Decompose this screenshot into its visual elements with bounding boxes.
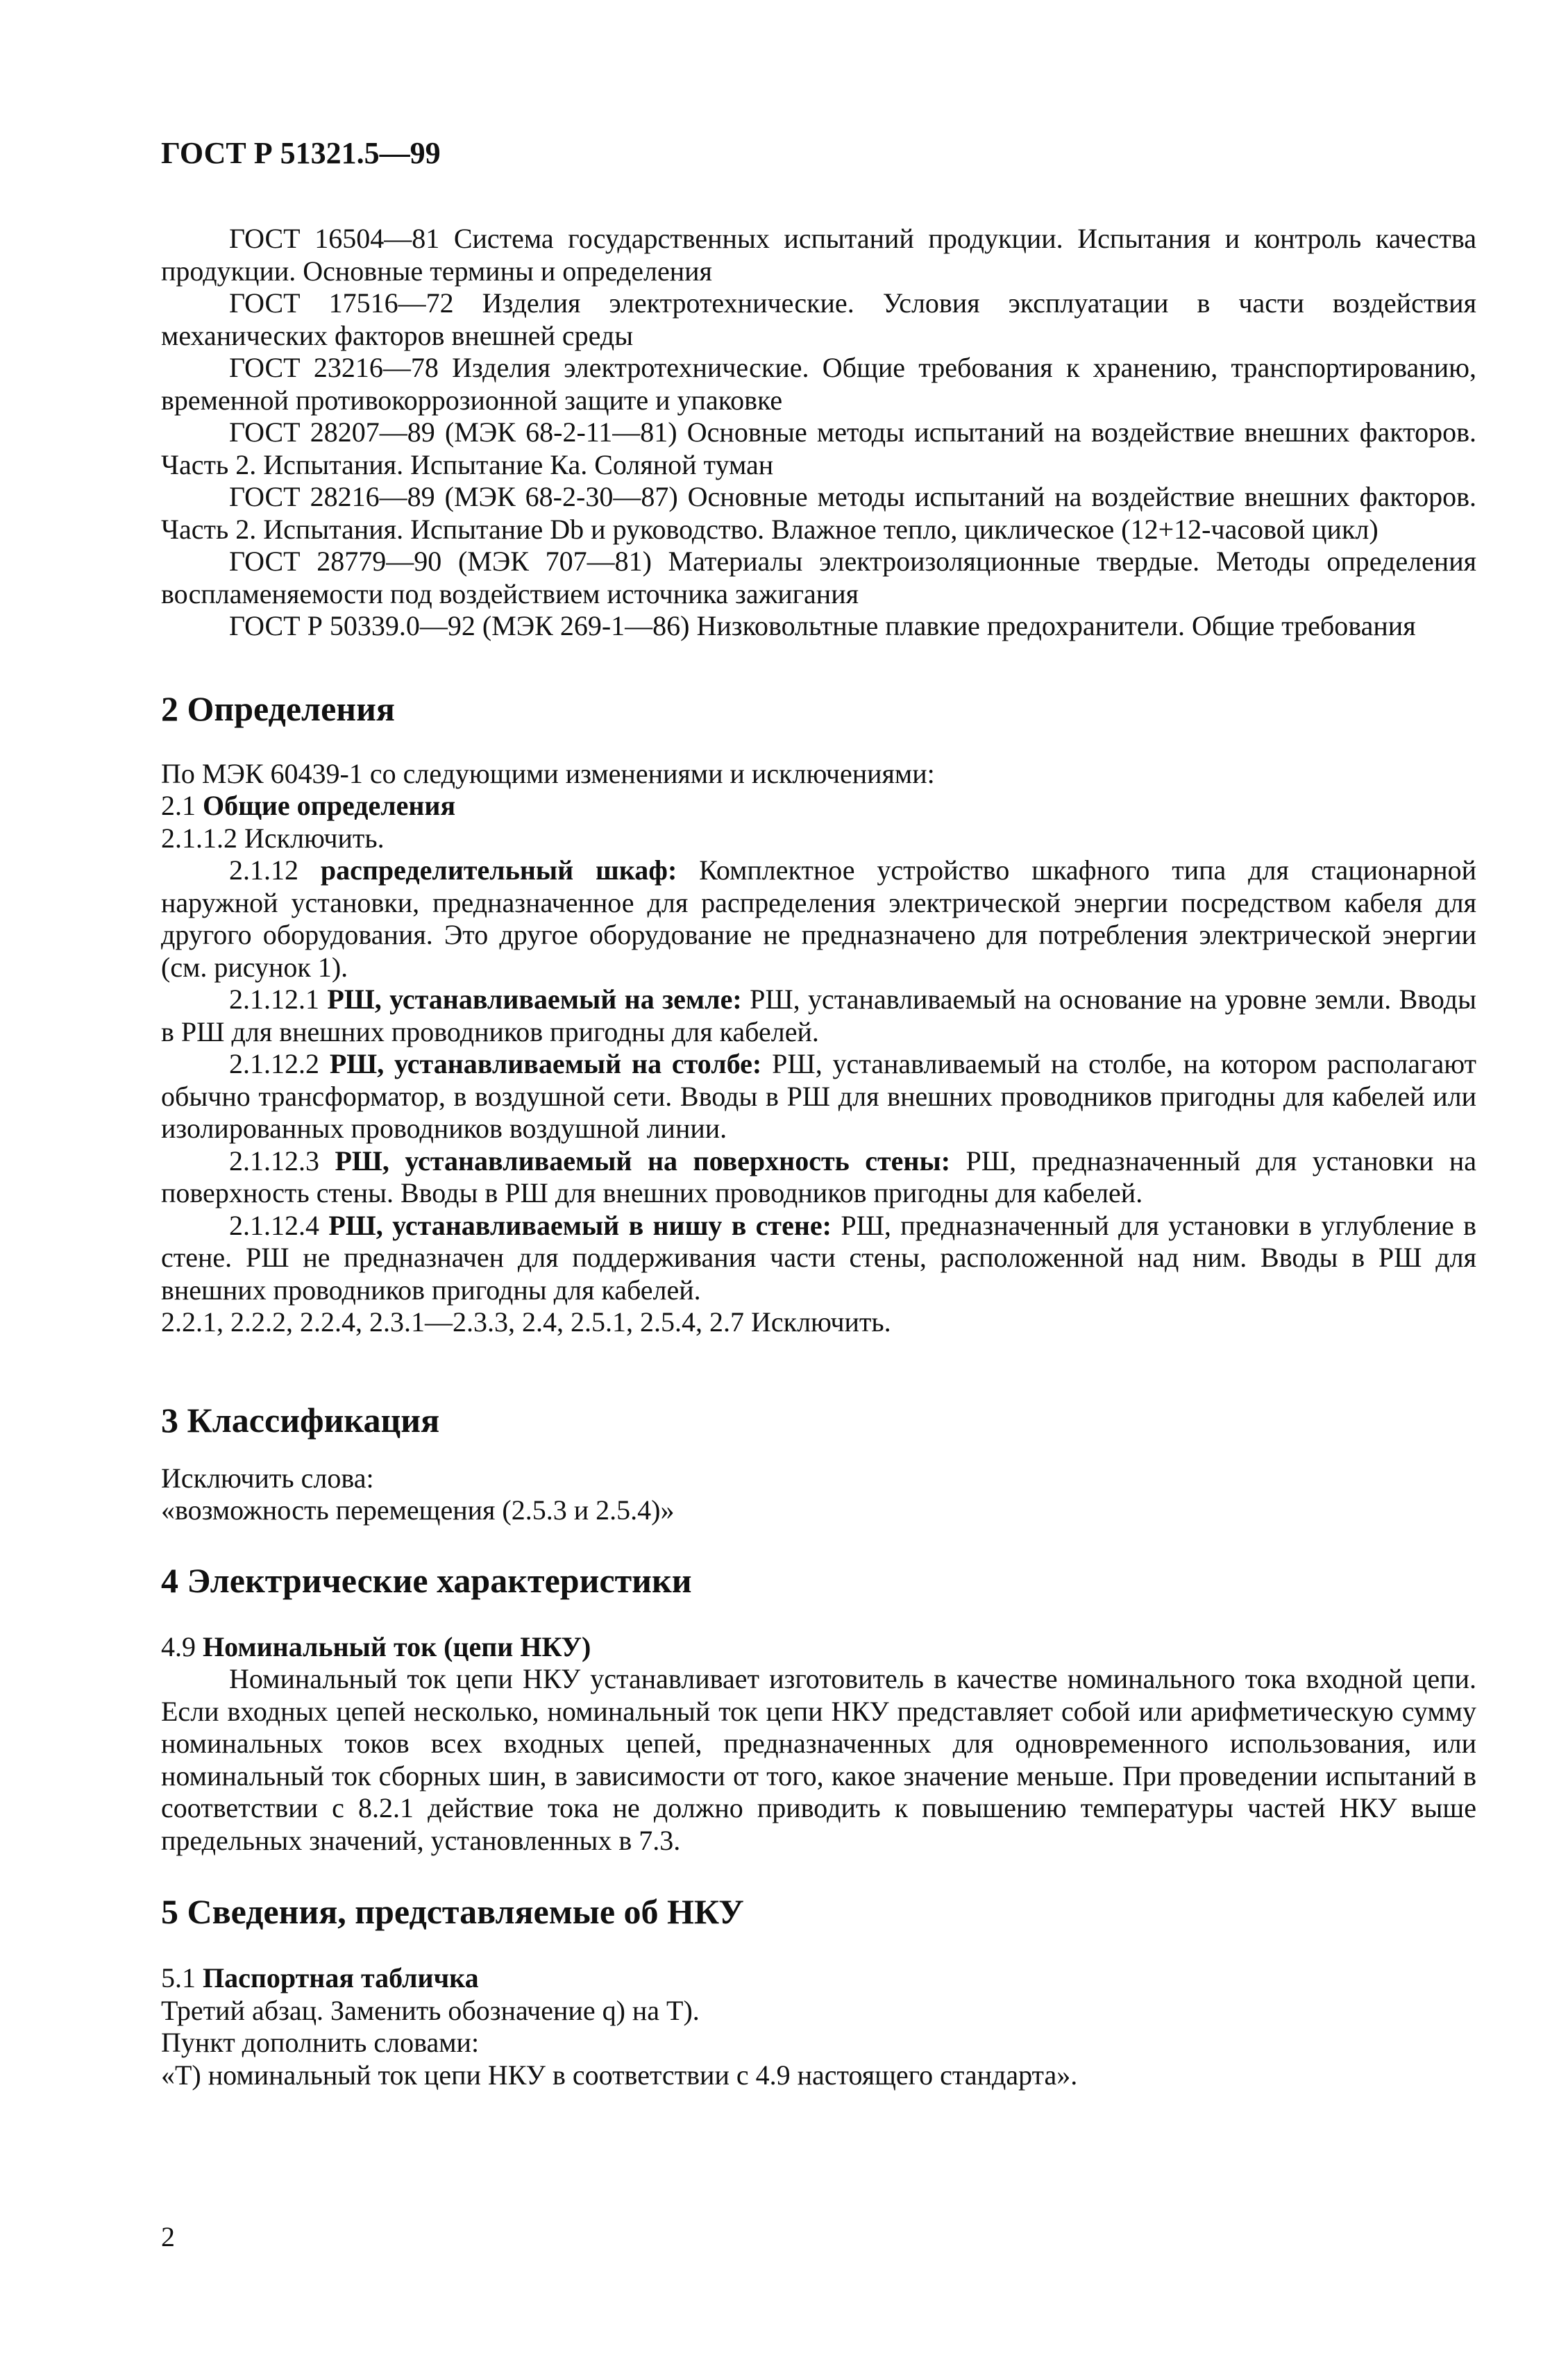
clause-number: 2.1.12.3 (229, 1145, 319, 1177)
section-3-title: 3 Классификация (161, 1400, 440, 1440)
reference-item: ГОСТ 28207—89 (МЭК 68-2-11—81) Основные методы испытаний на воздействие внешних факторов. Часть 2. Испытания. Испытание Ка. Соляной туман (161, 416, 1476, 480)
clause-number: 2.1.12.2 (229, 1048, 319, 1079)
reference-item: ГОСТ 28216—89 (МЭК 68-2-30—87) Основные методы испытаний на воздействие внешних факторов. Часть 2. Испытания. Испытание Db и руководство. Влажное тепло, циклическое (12+12-часовой цикл) (161, 481, 1476, 545)
clause-2-1-12 (161, 854, 1476, 984)
section-5-line: Пункт дополнить словами: (161, 2027, 480, 2058)
clause-5-1 (161, 1962, 1476, 1995)
section-3-line: «возможность перемещения (2.5.3 и 2.5.4)» (161, 1494, 675, 1526)
clause-2-1-12-3 (161, 1145, 1476, 1210)
term: РШ, устанавливаемый на поверхность стены: (335, 1145, 951, 1177)
term: распределительный шкаф: (320, 854, 677, 886)
section-4-title: 4 Электрические характеристики (161, 1560, 692, 1600)
section-5-line: «Т) номинальный ток цепи НКУ в соответствии с 4.9 настоящего стандарта». (161, 2059, 1078, 2091)
clause-2-1-1-2: 2.1.1.2 Исключить. (161, 822, 385, 854)
document-header: ГОСТ Р 51321.5—99 (161, 136, 441, 170)
reference-item: ГОСТ 23216—78 Изделия электротехнические. Общие требования к хранению, транспортированию, временной противокоррозионной защите и упаковке (161, 352, 1476, 416)
normative-references (161, 223, 1476, 643)
clause-2-1-12-1 (161, 984, 1476, 1048)
clause-number: 2.1.12 (229, 854, 298, 886)
clause-title: Общие определения (203, 790, 456, 821)
definition: РШ, устанавливаемый на столбе, на котором располагают обычно трансформатор, в воздушной сети. Вводы в РШ для внешних проводников пригодны для кабелей или изолированных проводников воздушной линии. (161, 1048, 1477, 1144)
term: РШ, устанавливаемый в нишу в стене: (328, 1209, 832, 1241)
clause-exclusions: 2.2.1, 2.2.2, 2.2.4, 2.3.1—2.3.3, 2.4, 2.5.1, 2.5.4, 2.7 Исключить. (161, 1306, 891, 1338)
clause-number: 5.1 (161, 1962, 196, 1993)
clause-number: 4.9 (161, 1630, 196, 1662)
clause-number: 2.1.12.4 (229, 1209, 319, 1241)
term: РШ, устанавливаемый на земле: (327, 984, 742, 1015)
section-5-title: 5 Сведения, представляемые об НКУ (161, 1892, 744, 1931)
section-2-intro: По МЭК 60439-1 со следующими изменениями и исключениями: (161, 757, 935, 789)
clause-2-1-12-2 (161, 1048, 1476, 1145)
term: РШ, устанавливаемый на столбе: (329, 1048, 762, 1079)
section-2-title: 2 Определения (161, 689, 395, 728)
reference-item: ГОСТ 28779—90 (МЭК 707—81) Материалы электроизоляционные твердые. Методы определения воспламеняемости под воздействием источника зажигания (161, 546, 1476, 609)
clause-2-1-12-4 (161, 1210, 1476, 1307)
definition: РШ, предназначенный для установки в углубление в стене. РШ не предназначен для поддерживания части стены, расположенной над ним. Вводы в РШ для внешних проводников пригодны для кабелей. (161, 1209, 1477, 1306)
clause-4-9-text: Номинальный ток цепи НКУ устанавливает изготовитель в качестве номинального тока входной цепи. Если входных цепей несколько, номинальный ток цепи НКУ представляет собой или арифметическую сумму номинальных токов всех входных цепей, предназначенных для одновременного использования, или номинальный ток сборных шин, в зависимости от того, какое значение меньше. При проведении испытаний в соответствии с 8.2.1 действие тока не должно приводить к повышению температуры частей НКУ выше предельных значений, установленных в 7.3. (161, 1663, 1476, 1856)
clause-title: Паспортная табличка (203, 1962, 479, 1993)
section-3-line: Исключить слова: (161, 1462, 374, 1494)
clause-2-1 (161, 790, 1476, 823)
reference-item: ГОСТ Р 50339.0—92 (МЭК 269-1—86) Низковольтные плавкие предохранители. Общие требования (229, 610, 1416, 641)
reference-item: ГОСТ 16504—81 Система государственных испытаний продукции. Испытания и контроль качества продукции. Основные термины и определения (161, 223, 1476, 287)
clause-number: 2.1 (161, 790, 196, 821)
reference-item: ГОСТ 17516—72 Изделия электротехнические. Условия эксплуатации в части воздействия механических факторов внешней среды (161, 287, 1476, 351)
clause-number: 2.1.12.1 (229, 984, 319, 1015)
page-number: 2 (161, 2221, 175, 2252)
clause-title: Номинальный ток (цепи НКУ) (203, 1630, 591, 1662)
definition: РШ, предназначенный для установки на поверхность стены. Вводы в РШ для внешних проводников пригодны для кабелей. (161, 1145, 1477, 1208)
clause-4-9 (161, 1631, 1476, 1664)
definition: Комплектное устройство шкафного типа для стационарной наружной установки, предназначенное для распределения электрической энергии посредством кабеля для другого оборудования. Это другое оборудование не предназначено для потребления электрической энергии (см. рисунок 1). (161, 854, 1477, 983)
definition: РШ, устанавливаемый на основание на уровне земли. Вводы в РШ для внешних проводников пригодны для кабелей. (161, 984, 1476, 1047)
page-content (161, 135, 1476, 2091)
section-5-line: Третий абзац. Заменить обозначение q) на Т). (161, 1994, 700, 2026)
